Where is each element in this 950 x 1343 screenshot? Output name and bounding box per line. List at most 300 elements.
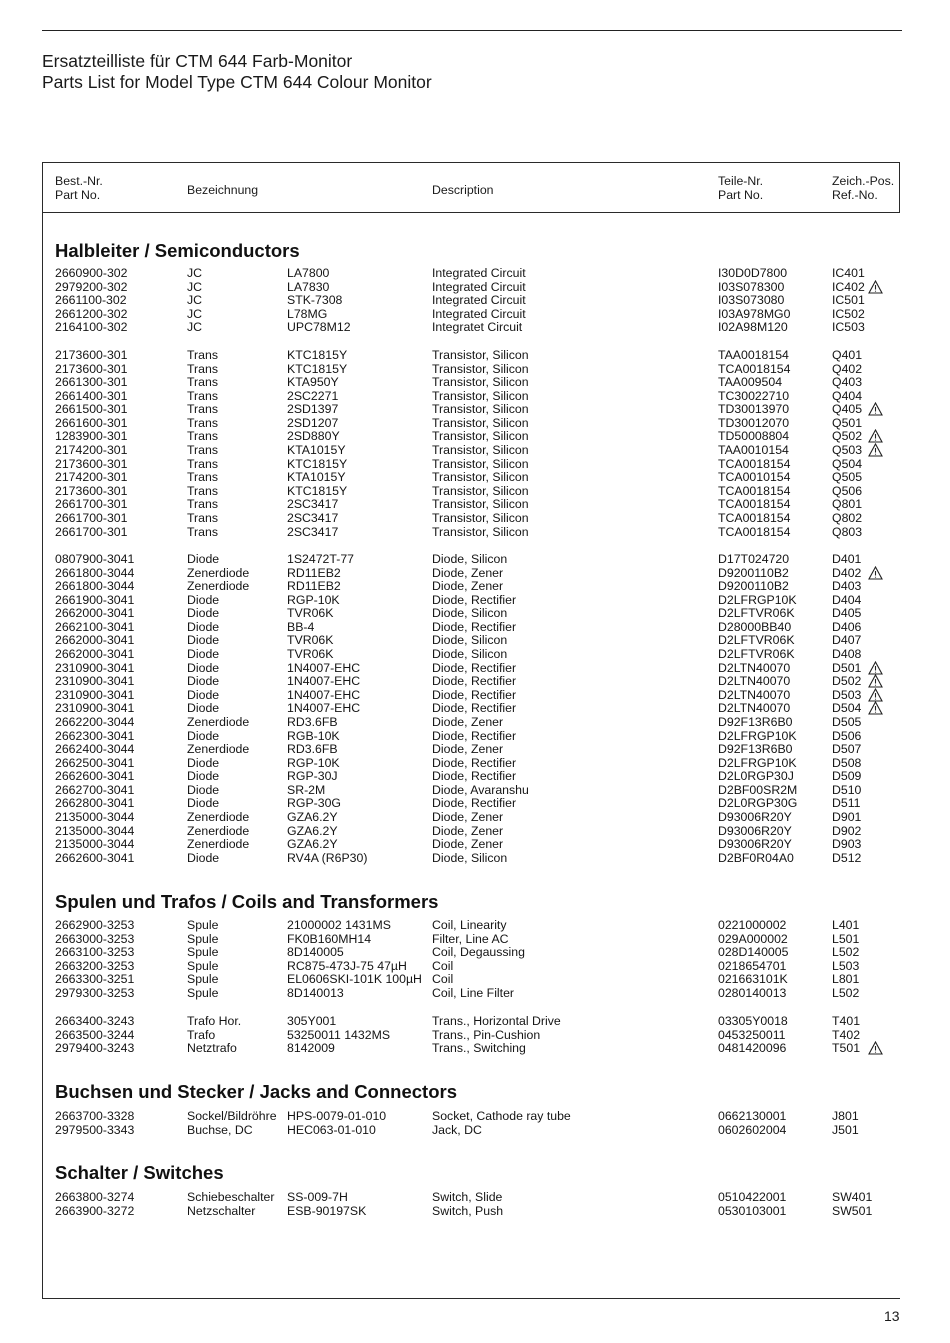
cell-type: 2SC3417: [287, 497, 339, 512]
cell-partno: 2661900-3041: [55, 592, 135, 607]
cell-ref: D408: [832, 647, 862, 662]
warning-triangle-icon: [868, 661, 883, 675]
cell-desc: Transistor, Silicon: [432, 348, 529, 362]
table-row: [0, 363, 950, 377]
table-row: [0, 675, 950, 689]
cell-bez: Diode: [187, 796, 220, 811]
cell-ref: T402: [832, 1027, 861, 1042]
warning-triangle-icon: [868, 443, 883, 457]
table-row: [0, 960, 950, 974]
cell-desc: Coil: [432, 972, 454, 987]
table-row: [0, 757, 950, 771]
cell-teile: 0221000002: [718, 918, 787, 932]
cell-desc: Diode, Silicon: [432, 552, 508, 566]
cell-bez: Zenerdiode: [187, 837, 250, 852]
table-row: [0, 403, 950, 417]
cell-desc: Jack, DC: [432, 1122, 482, 1137]
cell-teile: 029A000002: [718, 931, 788, 946]
cell-partno: 2662200-3044: [55, 714, 135, 729]
cell-teile: D2LFRGP10K: [718, 755, 797, 770]
cell-bez: Zenerdiode: [187, 579, 250, 594]
header-teile: [718, 175, 763, 202]
cell-teile: D2LTN40070: [718, 660, 791, 675]
cell-teile: D93006R20Y: [718, 810, 792, 825]
cell-bez: Trans: [187, 429, 218, 444]
cell-partno: 2661100-302: [55, 293, 127, 308]
table-row: [0, 648, 950, 662]
cell-desc: Diode, Rectifier: [432, 701, 517, 716]
cell-partno: 2164100-302: [55, 320, 128, 335]
header-rule: [42, 212, 900, 213]
table-row: [0, 743, 950, 757]
cell-desc: Transistor, Silicon: [432, 470, 529, 485]
cell-teile: 0453250011: [718, 1027, 786, 1042]
cell-ref: Q506: [832, 483, 863, 498]
cell-partno: 1283900-301: [55, 429, 128, 444]
cell-type: 8D140005: [287, 945, 344, 960]
cell-desc: Transistor, Silicon: [432, 429, 529, 444]
cell-bez: JC: [187, 266, 203, 280]
cell-desc: Filter, Line AC: [432, 931, 509, 946]
cell-ref: D405: [832, 606, 862, 621]
table-row: [0, 621, 950, 635]
cell-teile: D2LTN40070: [718, 687, 791, 702]
cell-type: GZA6.2Y: [287, 837, 338, 852]
cell-teile: D2LFRGP10K: [718, 728, 797, 743]
cell-desc: Diode, Rectifier: [432, 728, 517, 743]
header-ref-de: Zeich.-Pos.: [832, 174, 895, 188]
cell-bez: Schiebeschalter: [187, 1190, 275, 1204]
cell-type: SS-009-7H: [287, 1190, 348, 1204]
cell-type: 2SC3417: [287, 510, 339, 525]
cell-ref: D901: [832, 810, 862, 825]
section-title-coils: Spulen und Trafos / Coils and Transformers: [55, 891, 439, 912]
cell-type: 305Y001: [287, 1014, 337, 1028]
table-row: [0, 526, 950, 540]
table-row: [0, 1110, 950, 1124]
cell-ref: D401: [832, 552, 862, 566]
cell-teile: D93006R20Y: [718, 823, 792, 838]
cell-type: 1N4007-EHC: [287, 674, 361, 689]
table-row: [0, 281, 950, 295]
table-row: [0, 919, 950, 933]
cell-type: 8D140013: [287, 985, 344, 1000]
cell-desc: Diode, Rectifier: [432, 660, 517, 675]
table-row: [0, 485, 950, 499]
cell-ref: IC402: [832, 279, 865, 294]
cell-teile: D2LTN40070: [718, 701, 791, 716]
header-partno-en: Part No.: [55, 187, 101, 202]
cell-teile: TCA0018154: [718, 524, 791, 539]
cell-bez: Diode: [187, 782, 220, 797]
cell-ref: L502: [832, 985, 860, 1000]
header-ref: [832, 175, 894, 202]
cell-type: 1S2472T-77: [287, 552, 355, 566]
cell-partno: 2663300-3251: [55, 972, 135, 987]
table-row: [0, 1191, 950, 1205]
cell-type: RGB-10K: [287, 728, 340, 743]
cell-partno: 2663500-3244: [55, 1027, 135, 1042]
cell-type: 53250011 1432MS: [287, 1027, 391, 1042]
cell-type: 21000002 1431MS: [287, 918, 391, 932]
cell-teile: D2L0RGP30J: [718, 769, 794, 784]
cell-bez: Spule: [187, 945, 219, 960]
header-teile-de: Teile-Nr.: [718, 174, 764, 188]
cell-teile: I03S078300: [718, 279, 785, 294]
table-row: [0, 933, 950, 947]
table-row: [0, 825, 950, 839]
cell-teile: D92F13R6B0: [718, 714, 793, 729]
cell-teile: TAA0010154: [718, 443, 789, 458]
cell-bez: Trans: [187, 402, 218, 417]
cell-teile: TCA0018154: [718, 361, 791, 376]
cell-partno: 2663800-3274: [55, 1190, 135, 1204]
cell-type: RGP-10K: [287, 755, 340, 770]
cell-desc: Diode, Zener: [432, 579, 504, 594]
cell-bez: JC: [187, 293, 203, 308]
cell-bez: Trans: [187, 415, 218, 430]
cell-partno: 2661200-302: [55, 306, 128, 321]
cell-desc: Coil, Line Filter: [432, 985, 515, 1000]
table-row: [0, 838, 950, 852]
cell-type: RD11EB2: [287, 579, 341, 594]
cell-ref: Q402: [832, 361, 863, 376]
cell-partno: 2979500-3343: [55, 1122, 135, 1137]
cell-ref: Q502: [832, 429, 863, 444]
cell-bez: Diode: [187, 592, 220, 607]
cell-partno: 2662700-3041: [55, 782, 135, 797]
cell-type: RGP-30J: [287, 769, 338, 784]
cell-ref: D505: [832, 714, 862, 729]
cell-bez: Trans: [187, 361, 218, 376]
cell-teile: D2BF00SR2M: [718, 782, 798, 797]
cell-bez: JC: [187, 306, 203, 321]
table-row: [0, 1042, 950, 1056]
cell-desc: Transistor, Silicon: [432, 388, 529, 403]
table-row: [0, 444, 950, 458]
cell-partno: 0807900-3041: [55, 552, 135, 566]
cell-ref: Q803: [832, 524, 863, 539]
cell-partno: 2662800-3041: [55, 796, 135, 811]
cell-bez: Spule: [187, 972, 219, 987]
cell-bez: Diode: [187, 728, 220, 743]
cell-teile: 0662130001: [718, 1109, 787, 1123]
cell-partno: 2173600-301: [55, 456, 128, 471]
cell-teile: TD50008804: [718, 429, 790, 444]
table-row: [0, 973, 950, 987]
cell-desc: Transistor, Silicon: [432, 497, 529, 512]
cell-bez: Diode: [187, 674, 220, 689]
cell-type: RD3.6FB: [287, 714, 338, 729]
cell-ref: D501: [832, 660, 862, 675]
cell-desc: Diode, Silicon: [432, 647, 508, 662]
cell-teile: TCA0018154: [718, 497, 791, 512]
cell-bez: Zenerdiode: [187, 823, 250, 838]
cell-partno: 2663200-3253: [55, 958, 135, 973]
cell-desc: Transistor, Silicon: [432, 524, 529, 539]
cell-desc: Transistor, Silicon: [432, 483, 529, 498]
cell-bez: JC: [187, 279, 203, 294]
table-row: [0, 607, 950, 621]
cell-partno: 2661600-301: [55, 415, 128, 430]
table-row: [0, 662, 950, 676]
cell-teile: D2LFTVR06K: [718, 647, 795, 662]
cell-type: GZA6.2Y: [287, 823, 338, 838]
cell-bez: Spule: [187, 918, 219, 932]
page-title: [42, 51, 432, 93]
cell-type: RC875-473J-75 47µH: [287, 958, 407, 973]
cell-ref: D510: [832, 782, 862, 797]
cell-partno: 2661500-301: [55, 402, 128, 417]
cell-partno: 2661300-301: [55, 375, 128, 390]
table-row: [0, 553, 950, 567]
table-row: [0, 852, 950, 866]
cell-partno: 2135000-3044: [55, 837, 135, 852]
cell-partno: 2663900-3272: [55, 1203, 135, 1218]
cell-ref: Q503: [832, 443, 863, 458]
cell-ref: J501: [832, 1122, 859, 1137]
cell-ref: D506: [832, 728, 862, 743]
table-row: [0, 512, 950, 526]
cell-teile: TC30022710: [718, 388, 790, 403]
cell-teile: D2LFTVR06K: [718, 606, 795, 621]
cell-desc: Transistor, Silicon: [432, 402, 529, 417]
cell-teile: TAA009504: [718, 375, 783, 390]
cell-ref: D404: [832, 592, 862, 607]
table-row: [0, 349, 950, 363]
cell-teile: D2LTN40070: [718, 674, 791, 689]
cell-partno: 2979200-302: [55, 279, 128, 294]
cell-teile: I03A978MG0: [718, 306, 791, 321]
cell-bez: Netztrafo: [187, 1041, 237, 1056]
table-row: [0, 580, 950, 594]
cell-ref: IC401: [832, 266, 865, 280]
cell-desc: Switch, Push: [432, 1203, 504, 1218]
cell-teile: I02A98M120: [718, 320, 788, 335]
header-partno: [55, 175, 103, 202]
cell-desc: Diode, Zener: [432, 714, 504, 729]
cell-desc: Integrated Circuit: [432, 306, 526, 321]
cell-ref: Q404: [832, 388, 863, 403]
table-row: [0, 811, 950, 825]
cell-type: HEC063-01-010: [287, 1122, 376, 1137]
cell-ref: L501: [832, 931, 860, 946]
cell-desc: Diode, Rectifier: [432, 592, 517, 607]
cell-bez: Diode: [187, 606, 220, 621]
cell-bez: Diode: [187, 755, 220, 770]
cell-desc: Diode, Rectifier: [432, 769, 517, 784]
cell-bez: Diode: [187, 660, 220, 675]
table-row: [0, 1205, 950, 1219]
cell-partno: 2662300-3041: [55, 728, 135, 743]
cell-ref: D502: [832, 674, 862, 689]
top-rule: [42, 30, 902, 31]
cell-ref: D508: [832, 755, 862, 770]
cell-teile: I30D0D7800: [718, 266, 788, 280]
header-description: Description: [432, 183, 494, 197]
cell-teile: D2LFRGP10K: [718, 592, 797, 607]
cell-bez: Trans: [187, 524, 218, 539]
cell-type: ESB-90197SK: [287, 1203, 367, 1218]
cell-type: KTA1015Y: [287, 470, 346, 485]
cell-ref: Q504: [832, 456, 863, 471]
cell-bez: Trafo: [187, 1027, 216, 1042]
cell-partno: 2173600-301: [55, 361, 128, 376]
cell-ref: D403: [832, 579, 862, 594]
cell-ref: Q802: [832, 510, 863, 525]
table-row: [0, 471, 950, 485]
cell-type: RGP-30G: [287, 796, 341, 811]
cell-bez: Diode: [187, 701, 220, 716]
table-row: [0, 987, 950, 1001]
cell-desc: Trans., Switching: [432, 1041, 526, 1056]
cell-teile: D9200110B2: [718, 579, 789, 594]
cell-partno: 2662400-3044: [55, 742, 135, 757]
cell-teile: D2BF0R04A0: [718, 850, 794, 865]
cell-desc: Diode, Zener: [432, 742, 504, 757]
cell-ref: D902: [832, 823, 862, 838]
cell-type: KTC1815Y: [287, 456, 348, 471]
cell-partno: 2310900-3041: [55, 687, 135, 702]
cell-ref: SW401: [832, 1190, 873, 1204]
header-bezeichnung: Bezeichnung: [187, 183, 259, 197]
cell-partno: 2663700-3328: [55, 1109, 135, 1123]
cell-ref: D903: [832, 837, 862, 852]
cell-teile: 0530103001: [718, 1203, 787, 1218]
cell-type: 2SD1397: [287, 402, 339, 417]
cell-partno: 2661800-3044: [55, 565, 135, 580]
cell-partno: 2135000-3044: [55, 823, 135, 838]
cell-ref: D509: [832, 769, 862, 784]
cell-type: KTC1815Y: [287, 361, 348, 376]
cell-bez: Diode: [187, 633, 220, 648]
cell-type: 2SC2271: [287, 388, 339, 403]
cell-teile: TCA0010154: [718, 470, 791, 485]
cell-desc: Diode, Silicon: [432, 606, 508, 621]
table-row: [0, 390, 950, 404]
cell-ref: J801: [832, 1109, 859, 1123]
header-ref-en: Ref.-No.: [832, 187, 878, 202]
page-number: 13: [884, 1308, 900, 1324]
table-row: [0, 1015, 950, 1029]
title-german: Ersatzteilliste für CTM 644 Farb-Monitor: [42, 51, 353, 71]
cell-partno: 2661800-3044: [55, 579, 135, 594]
cell-ref: T401: [832, 1014, 861, 1028]
cell-type: 8142009: [287, 1041, 335, 1056]
cell-partno: 2663000-3253: [55, 931, 135, 946]
section-title-semiconductors: Halbleiter / Semiconductors: [55, 240, 300, 261]
table-row: [0, 458, 950, 472]
cell-desc: Diode, Zener: [432, 823, 504, 838]
cell-ref: Q505: [832, 470, 863, 485]
cell-partno: 2979400-3243: [55, 1041, 135, 1056]
cell-bez: Spule: [187, 931, 219, 946]
cell-desc: Trans., Horizontal Drive: [432, 1014, 561, 1028]
cell-ref: L503: [832, 958, 860, 973]
cell-teile: 0602602004: [718, 1122, 787, 1137]
cell-bez: JC: [187, 320, 203, 335]
warning-triangle-icon: [868, 674, 883, 688]
cell-desc: Coil: [432, 958, 454, 973]
cell-ref: D504: [832, 701, 862, 716]
cell-bez: Sockel/Bildröhre: [187, 1109, 277, 1123]
cell-ref: T501: [832, 1041, 861, 1056]
cell-teile: TD30013970: [718, 402, 790, 417]
cell-type: KTA1015Y: [287, 443, 346, 458]
cell-ref: Q405: [832, 402, 863, 417]
cell-bez: Trans: [187, 375, 218, 390]
cell-desc: Transistor, Silicon: [432, 361, 529, 376]
warning-triangle-icon: [868, 688, 883, 702]
cell-partno: 2979300-3253: [55, 985, 135, 1000]
cell-ref: D512: [832, 850, 862, 865]
warning-triangle-icon: [868, 701, 883, 715]
cell-bez: Trans: [187, 348, 218, 362]
cell-partno: 2661700-301: [55, 497, 128, 512]
cell-type: EL0606SKI-101K 100µH: [287, 972, 422, 987]
section-title-switches: Schalter / Switches: [55, 1162, 224, 1183]
cell-ref: D511: [832, 796, 861, 811]
cell-desc: Transistor, Silicon: [432, 510, 529, 525]
cell-desc: Transistor, Silicon: [432, 375, 529, 390]
cell-partno: 2663100-3253: [55, 945, 135, 960]
cell-bez: Trans: [187, 388, 218, 403]
cell-type: SR-2M: [287, 782, 326, 797]
table-row: [0, 1124, 950, 1138]
cell-partno: 2662100-3041: [55, 619, 135, 634]
table-row: [0, 797, 950, 811]
warning-triangle-icon: [868, 1041, 883, 1055]
section-title-jacks: Buchsen und Stecker / Jacks and Connectors: [55, 1081, 457, 1102]
cell-type: TVR06K: [287, 633, 334, 648]
cell-bez: Zenerdiode: [187, 810, 250, 825]
table-row: [0, 376, 950, 390]
cell-desc: Coil, Degaussing: [432, 945, 525, 960]
table-row: [0, 321, 950, 335]
frame-right-edge: [899, 162, 900, 212]
cell-teile: D9200110B2: [718, 565, 789, 580]
cell-teile: D28000BB40: [718, 619, 792, 634]
table-row: [0, 417, 950, 431]
cell-type: RD3.6FB: [287, 742, 338, 757]
cell-type: RGP-10K: [287, 592, 340, 607]
cell-teile: 028D140005: [718, 945, 789, 960]
cell-type: UPC78M12: [287, 320, 351, 335]
cell-type: KTC1815Y: [287, 483, 348, 498]
cell-desc: Diode, Rectifier: [432, 755, 517, 770]
table-row: [0, 730, 950, 744]
cell-type: KTC1815Y: [287, 348, 348, 362]
table-row: [0, 430, 950, 444]
cell-teile: 03305Y0018: [718, 1014, 788, 1028]
cell-bez: Diode: [187, 687, 220, 702]
table-row: [0, 689, 950, 703]
cell-partno: 2310900-3041: [55, 701, 135, 716]
cell-teile: TAA0018154: [718, 348, 789, 362]
cell-ref: D402: [832, 565, 862, 580]
cell-teile: 021663101K: [718, 972, 788, 987]
cell-desc: Integrated Circuit: [432, 279, 526, 294]
cell-ref: IC503: [832, 320, 865, 335]
table-row: [0, 716, 950, 730]
cell-bez: Trafo Hor.: [187, 1014, 242, 1028]
cell-type: TVR06K: [287, 647, 334, 662]
cell-desc: Switch, Slide: [432, 1190, 503, 1204]
cell-partno: 2662900-3253: [55, 918, 135, 932]
cell-teile: TCA0018154: [718, 483, 791, 498]
cell-bez: Buchse, DC: [187, 1122, 253, 1137]
cell-desc: Diode, Rectifier: [432, 687, 517, 702]
